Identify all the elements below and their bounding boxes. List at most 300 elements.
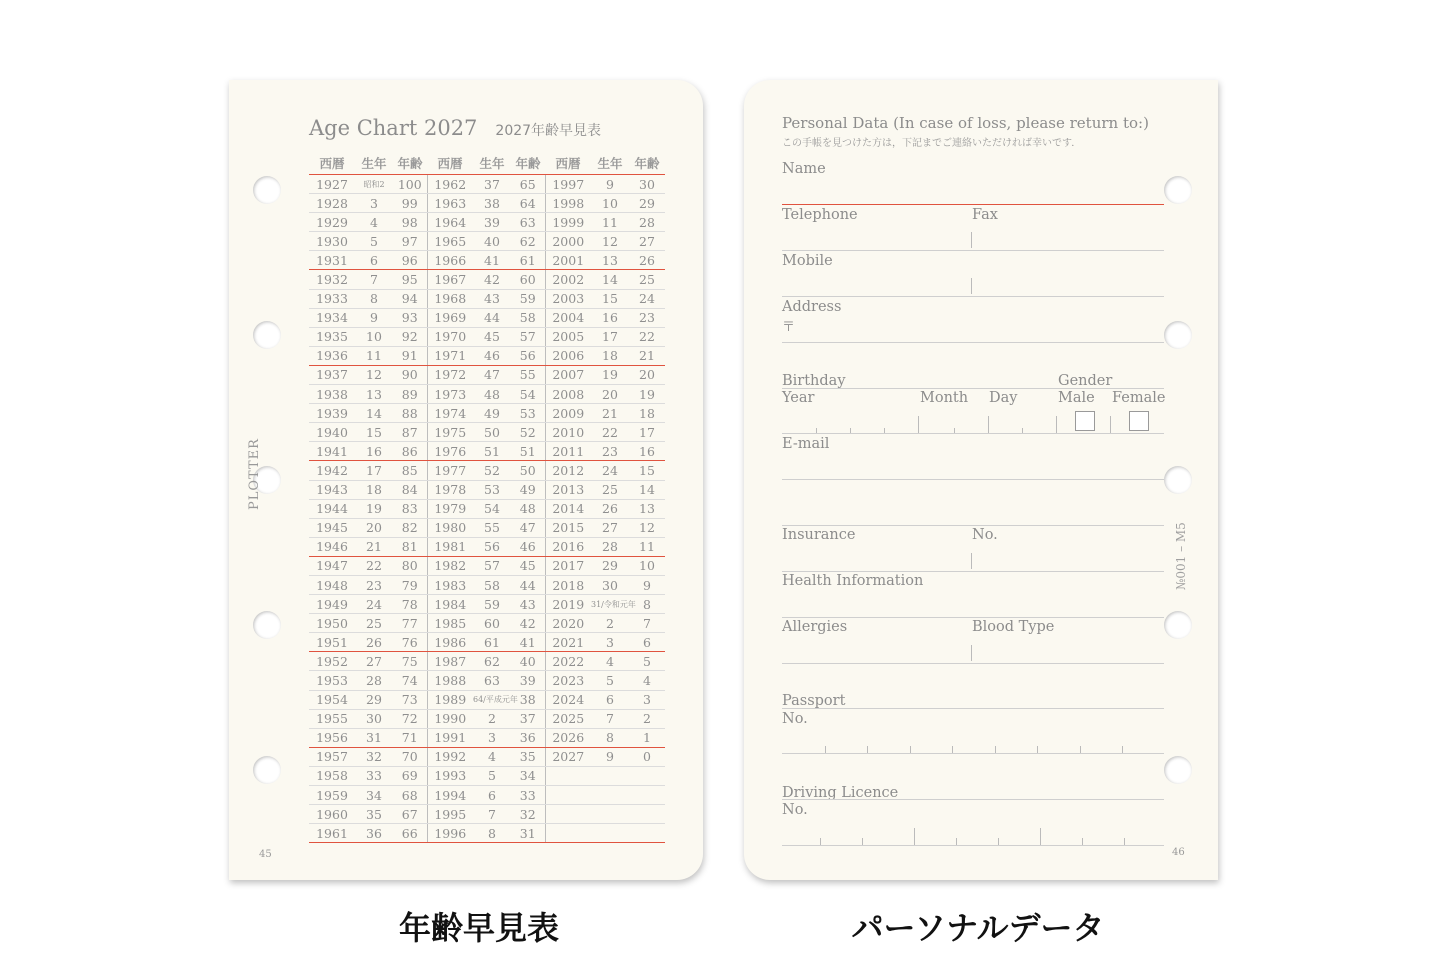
table-cell: 23 <box>629 308 665 327</box>
table-cell: 52 <box>473 461 511 480</box>
tick <box>820 838 821 845</box>
table-cell: 2022 <box>545 652 591 671</box>
table-cell: 49 <box>473 404 511 423</box>
table-cell: 14 <box>629 480 665 499</box>
page-number: 46 <box>1172 847 1185 858</box>
table-cell: 54 <box>511 385 545 404</box>
table-row <box>309 346 665 365</box>
driving-no-label: No. <box>782 802 808 818</box>
table-cell: 2008 <box>545 385 591 404</box>
table-cell: 1930 <box>309 232 355 251</box>
table-cell: 39 <box>511 671 545 690</box>
table-cell: 16 <box>591 308 629 327</box>
table-cell: 30 <box>591 575 629 594</box>
table-cell: 56 <box>511 346 545 365</box>
table-cell: 1959 <box>309 786 355 805</box>
field-divider <box>971 232 972 248</box>
table-row <box>309 728 665 747</box>
table-cell: 38 <box>511 690 545 709</box>
table-cell: 69 <box>393 766 427 785</box>
table-cell: 2021 <box>545 633 591 652</box>
table-cell: 2002 <box>545 270 591 289</box>
table-cell: 1955 <box>309 709 355 728</box>
table-cell: 1 <box>629 728 665 747</box>
table-cell: 1997 <box>545 175 591 194</box>
binder-hole <box>1164 176 1192 204</box>
table-cell: 29 <box>591 556 629 575</box>
table-cell: 98 <box>393 213 427 232</box>
table-cell: 47 <box>473 365 511 384</box>
mobile-field-line[interactable] <box>782 296 1164 297</box>
table-cell: 2006 <box>545 346 591 365</box>
table-cell: 72 <box>393 709 427 728</box>
table-cell: 26 <box>629 251 665 270</box>
table-cell: 1931 <box>309 251 355 270</box>
table-cell: 99 <box>393 194 427 213</box>
field-divider <box>971 553 972 569</box>
table-cell: 94 <box>393 289 427 308</box>
table-cell: 73 <box>393 690 427 709</box>
table-cell: 4 <box>629 671 665 690</box>
allergies-field-line[interactable] <box>782 663 1164 664</box>
table-cell: 15 <box>591 289 629 308</box>
table-cell: 23 <box>591 442 629 461</box>
age-chart-table <box>309 152 665 843</box>
table-cell: 1992 <box>427 747 473 766</box>
birthday-label: Birthday <box>782 373 846 389</box>
field-divider <box>918 416 919 433</box>
table-cell: 1948 <box>309 575 355 594</box>
tick <box>1080 746 1081 753</box>
table-cell: 29 <box>629 194 665 213</box>
table-cell: 86 <box>393 442 427 461</box>
table-cell: 1958 <box>309 766 355 785</box>
table-cell: 39 <box>473 213 511 232</box>
tick <box>1124 838 1125 845</box>
table-cell: 4 <box>591 652 629 671</box>
table-cell: 1968 <box>427 289 473 308</box>
table-cell: 24 <box>355 595 393 614</box>
table-cell <box>591 786 629 805</box>
table-cell: 21 <box>355 537 393 556</box>
table-cell: 7 <box>629 614 665 633</box>
address-label: Address <box>782 299 842 315</box>
page-title <box>309 116 601 140</box>
birthday-header-line <box>782 388 1164 389</box>
table-cell: 47 <box>511 518 545 537</box>
table-cell: 64 <box>511 194 545 213</box>
table-cell: 1985 <box>427 614 473 633</box>
table-cell: 11 <box>355 346 393 365</box>
brand-logo: PLOTTER <box>247 438 262 510</box>
table-cell: 26 <box>355 633 393 652</box>
table-row <box>309 308 665 327</box>
table-cell: 1941 <box>309 442 355 461</box>
table-cell: 66 <box>393 824 427 843</box>
table-cell: 50 <box>473 423 511 442</box>
column-header: 生年 <box>479 156 505 171</box>
table-cell: 27 <box>629 232 665 251</box>
email-field-line-1[interactable] <box>782 479 1164 480</box>
table-row <box>309 480 665 499</box>
table-cell: 13 <box>355 385 393 404</box>
table-row <box>309 690 665 709</box>
table-row <box>309 327 665 346</box>
table-cell: 3 <box>473 728 511 747</box>
table-cell: 31 <box>355 728 393 747</box>
table-cell: 34 <box>355 786 393 805</box>
female-checkbox[interactable] <box>1129 411 1149 431</box>
table-row <box>309 614 665 633</box>
table-cell: 91 <box>393 346 427 365</box>
table-cell: 82 <box>393 518 427 537</box>
tick <box>867 746 868 753</box>
column-header: 西暦 <box>555 156 581 171</box>
table-cell: 3 <box>591 633 629 652</box>
table-cell: 5 <box>473 766 511 785</box>
table-cell: 2011 <box>545 442 591 461</box>
table-cell: 2007 <box>545 365 591 384</box>
table-cell: 1957 <box>309 747 355 766</box>
age-chart-page <box>229 80 703 880</box>
table-cell: 2009 <box>545 404 591 423</box>
table-cell: 1943 <box>309 480 355 499</box>
table-cell: 1974 <box>427 404 473 423</box>
table-cell: 19 <box>591 365 629 384</box>
health-field-line[interactable] <box>782 617 1164 618</box>
table-row <box>309 671 665 690</box>
postal-mark: 〒 <box>782 320 796 335</box>
table-cell: 5 <box>591 671 629 690</box>
table-cell: 45 <box>473 327 511 346</box>
table-cell: 33 <box>355 766 393 785</box>
table-cell: 89 <box>393 385 427 404</box>
table-cell: 3 <box>355 194 393 213</box>
binder-hole <box>1164 466 1192 494</box>
table-row <box>309 575 665 594</box>
table-cell: 2005 <box>545 327 591 346</box>
table-cell: 58 <box>473 575 511 594</box>
name-field-line[interactable] <box>782 204 1164 205</box>
table-cell: 33 <box>511 786 545 805</box>
table-cell: 1999 <box>545 213 591 232</box>
table-cell: 84 <box>393 480 427 499</box>
telephone-field-line[interactable] <box>782 250 1164 251</box>
table-cell: 35 <box>511 747 545 766</box>
table-cell: 1939 <box>309 404 355 423</box>
table-cell: 43 <box>511 595 545 614</box>
birthday-field-line[interactable] <box>782 433 1164 434</box>
page-title: Personal Data (In case of loss, please return to:) <box>782 114 1149 132</box>
insurance-no-label: No. <box>972 527 998 543</box>
table-cell: 2019 <box>545 595 591 614</box>
table-cell: 1964 <box>427 213 473 232</box>
tick <box>952 746 953 753</box>
table-row <box>309 518 665 537</box>
table-row <box>309 652 665 671</box>
table-cell <box>629 766 665 785</box>
driving-field-line[interactable] <box>782 845 1164 846</box>
table-cell: 27 <box>591 518 629 537</box>
day-label: Day <box>989 390 1018 406</box>
table-cell: 59 <box>511 289 545 308</box>
binder-hole <box>1164 756 1192 784</box>
table-row <box>309 385 665 404</box>
table-cell: 10 <box>591 194 629 213</box>
table-cell: 2015 <box>545 518 591 537</box>
table-cell: 2001 <box>545 251 591 270</box>
table-row <box>309 404 665 423</box>
table-cell: 93 <box>393 308 427 327</box>
table-cell: 1940 <box>309 423 355 442</box>
table-cell: 57 <box>473 556 511 575</box>
table-cell: 68 <box>393 786 427 805</box>
table-cell: 1953 <box>309 671 355 690</box>
table-cell: 6 <box>629 633 665 652</box>
table-cell: 1936 <box>309 346 355 365</box>
table-cell: 19 <box>355 499 393 518</box>
field-divider <box>1056 416 1057 433</box>
table-cell <box>629 824 665 843</box>
table-cell: 6 <box>355 251 393 270</box>
tick <box>825 746 826 753</box>
table-cell <box>545 805 591 824</box>
table-cell: 9 <box>629 575 665 594</box>
table-cell <box>545 766 591 785</box>
table-cell: 11 <box>591 213 629 232</box>
table-cell: 1950 <box>309 614 355 633</box>
driving-licence-label: Driving Licence <box>782 785 899 801</box>
table-cell: 1962 <box>427 175 473 194</box>
table-cell: 92 <box>393 327 427 346</box>
table-cell: 1991 <box>427 728 473 747</box>
table-cell <box>591 805 629 824</box>
fax-label: Fax <box>972 207 998 223</box>
table-cell: 1946 <box>309 537 355 556</box>
table-cell: 2017 <box>545 556 591 575</box>
personal-data-page <box>744 80 1218 880</box>
table-cell: 1998 <box>545 194 591 213</box>
table-cell: 1995 <box>427 805 473 824</box>
table-cell: 51 <box>511 442 545 461</box>
table-cell: 11 <box>629 537 665 556</box>
table-cell: 1951 <box>309 633 355 652</box>
table-cell: 1956 <box>309 728 355 747</box>
table-cell: 30 <box>629 175 665 194</box>
table-cell: 41 <box>473 251 511 270</box>
tick <box>998 838 999 845</box>
field-divider <box>914 828 915 845</box>
table-cell: 1994 <box>427 786 473 805</box>
table-cell: 62 <box>511 232 545 251</box>
caption-age-chart: 年齢早見表 <box>398 909 559 947</box>
table-cell: 59 <box>473 595 511 614</box>
table-row <box>309 251 665 270</box>
table-cell: 75 <box>393 652 427 671</box>
table-cell: 55 <box>473 518 511 537</box>
table-cell: 14 <box>355 404 393 423</box>
table-cell: 43 <box>473 289 511 308</box>
table-cell: 1976 <box>427 442 473 461</box>
table-cell: 71 <box>393 728 427 747</box>
table-cell: 10 <box>355 327 393 346</box>
table-cell: 49 <box>511 480 545 499</box>
table-cell: 8 <box>355 289 393 308</box>
table-cell: 32 <box>511 805 545 824</box>
table-cell: 2016 <box>545 537 591 556</box>
table-cell: 8 <box>629 595 665 614</box>
male-checkbox[interactable] <box>1075 411 1095 431</box>
table-cell: 22 <box>629 327 665 346</box>
column-header: 年齢 <box>515 156 541 171</box>
table-cell: 28 <box>629 213 665 232</box>
table-cell: 1983 <box>427 575 473 594</box>
table-row <box>309 824 665 843</box>
title-english: Age Chart 2027 <box>309 116 478 140</box>
table-cell: 6 <box>591 690 629 709</box>
table-cell: 1947 <box>309 556 355 575</box>
table-cell: 85 <box>393 461 427 480</box>
table-cell: 97 <box>393 232 427 251</box>
table-cell: 23 <box>355 575 393 594</box>
table-cell: 62 <box>473 652 511 671</box>
binder-hole <box>1164 611 1192 639</box>
passport-label: Passport <box>782 693 846 709</box>
table-cell: 44 <box>473 308 511 327</box>
table-cell: 17 <box>591 327 629 346</box>
table-cell: 29 <box>355 690 393 709</box>
email-field-line-2[interactable] <box>782 525 1164 526</box>
tick <box>862 838 863 845</box>
table-cell: 15 <box>355 423 393 442</box>
table-row <box>309 194 665 213</box>
table-cell: 12 <box>355 365 393 384</box>
table-cell: 80 <box>393 556 427 575</box>
table-cell <box>591 824 629 843</box>
table-cell: 30 <box>355 709 393 728</box>
table-cell: 57 <box>511 327 545 346</box>
table-cell: 1984 <box>427 595 473 614</box>
table-row <box>309 423 665 442</box>
table-row <box>309 365 665 384</box>
table-row <box>309 213 665 232</box>
table-cell: 96 <box>393 251 427 270</box>
table-cell <box>591 766 629 785</box>
page-subtitle: この手帳を見つけた方は，下記までご連絡いただければ幸いです． <box>782 138 1082 149</box>
table-cell: 4 <box>473 747 511 766</box>
table-cell: 79 <box>393 575 427 594</box>
table-cell: 50 <box>511 461 545 480</box>
male-label: Male <box>1058 390 1095 406</box>
table-row <box>309 709 665 728</box>
table-cell: 2000 <box>545 232 591 251</box>
table-cell: 9 <box>591 175 629 194</box>
table-row <box>309 747 665 766</box>
table-row <box>309 766 665 785</box>
female-label: Female <box>1112 390 1166 406</box>
table-cell: 1942 <box>309 461 355 480</box>
table-cell: 1938 <box>309 385 355 404</box>
table-cell: 20 <box>629 365 665 384</box>
table-cell: 95 <box>393 270 427 289</box>
passport-field-line[interactable] <box>782 753 1164 754</box>
health-label: Health Information <box>782 573 924 589</box>
column-header: 西暦 <box>437 156 463 171</box>
table-cell: 5 <box>629 652 665 671</box>
table-cell: 67 <box>393 805 427 824</box>
table-cell: 100 <box>393 175 427 194</box>
table-row <box>309 786 665 805</box>
page-number: 45 <box>259 849 272 860</box>
table-cell <box>545 786 591 805</box>
table-cell: 2013 <box>545 480 591 499</box>
table-cell: 48 <box>473 385 511 404</box>
table-cell: 42 <box>511 614 545 633</box>
table-cell: 5 <box>355 232 393 251</box>
column-header: 生年 <box>597 156 623 171</box>
table-cell: 28 <box>591 537 629 556</box>
table-cell: 1954 <box>309 690 355 709</box>
table-cell: 40 <box>511 652 545 671</box>
table-cell: 1970 <box>427 327 473 346</box>
table-row <box>309 499 665 518</box>
table-cell: 0 <box>629 747 665 766</box>
table-cell: 31 <box>511 824 545 843</box>
table-row <box>309 805 665 824</box>
binder-hole <box>1164 321 1192 349</box>
table-cell: 2023 <box>545 671 591 690</box>
table-row <box>309 556 665 575</box>
passport-no-label: No. <box>782 711 808 727</box>
table-cell: 2018 <box>545 575 591 594</box>
allergies-label: Allergies <box>782 619 848 635</box>
table-cell: 1980 <box>427 518 473 537</box>
blood-type-label: Blood Type <box>972 619 1055 635</box>
table-cell: 61 <box>473 633 511 652</box>
table-cell: 25 <box>591 480 629 499</box>
table-cell: 20 <box>355 518 393 537</box>
mobile-label: Mobile <box>782 253 833 269</box>
table-cell: 1935 <box>309 327 355 346</box>
table-cell: 1928 <box>309 194 355 213</box>
field-divider <box>971 278 972 294</box>
table-cell: 53 <box>511 404 545 423</box>
table-cell: 1933 <box>309 289 355 308</box>
table-cell: 83 <box>393 499 427 518</box>
table-cell: 1982 <box>427 556 473 575</box>
address-field-line[interactable] <box>782 342 1164 343</box>
table-cell: 31/令和元年 <box>591 595 629 614</box>
table-cell: 60 <box>511 270 545 289</box>
table-cell: 40 <box>473 232 511 251</box>
table-cell: 1990 <box>427 709 473 728</box>
table-cell: 2027 <box>545 747 591 766</box>
table-cell: 24 <box>629 289 665 308</box>
insurance-field-line[interactable] <box>782 571 1164 572</box>
table-cell: 12 <box>629 518 665 537</box>
table-cell: 37 <box>473 175 511 194</box>
table-cell: 81 <box>393 537 427 556</box>
table-cell: 2 <box>629 709 665 728</box>
table-cell: 1932 <box>309 270 355 289</box>
table-cell: 58 <box>511 308 545 327</box>
insurance-label: Insurance <box>782 527 856 543</box>
table-cell: 60 <box>473 614 511 633</box>
table-row <box>309 289 665 308</box>
table-cell: 1952 <box>309 652 355 671</box>
table-cell: 21 <box>629 346 665 365</box>
table-cell: 21 <box>591 404 629 423</box>
